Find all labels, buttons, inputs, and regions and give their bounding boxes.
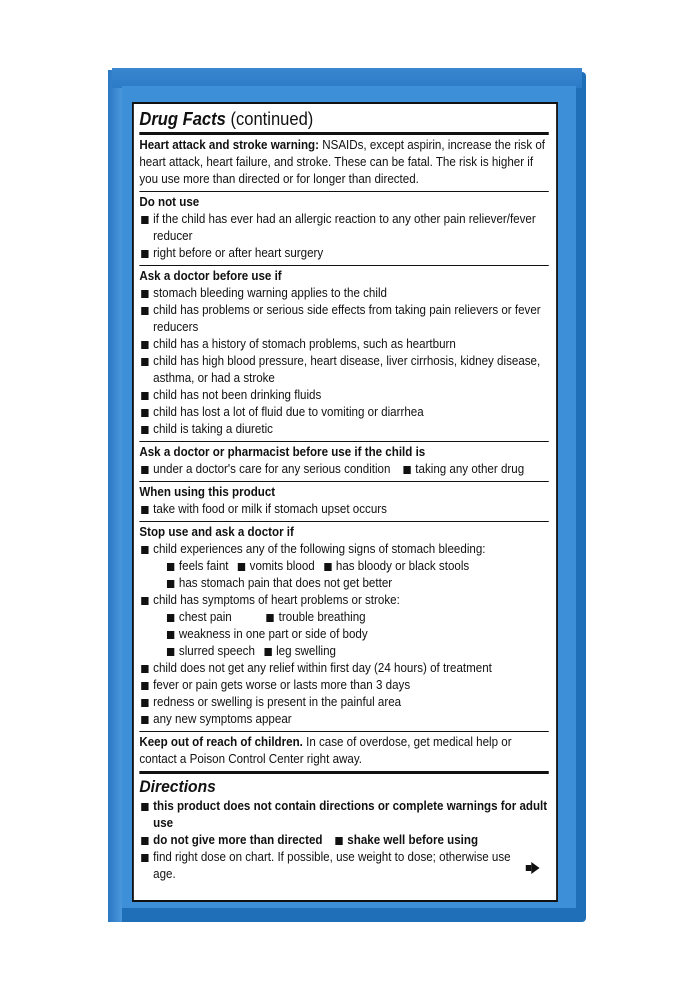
list-item: child experiences any of the following signs of stomach bleeding:: [139, 541, 548, 558]
list-item: stomach bleeding warning applies to the child: [139, 285, 548, 302]
directions-section: [139, 774, 548, 886]
sub-item: slurred speech: [167, 643, 255, 660]
ask-doctor-section: [139, 266, 548, 442]
list-item: if the child has ever had an allergic reaction to any other pain reliever/fever reducer: [139, 211, 548, 245]
list-item: do not give more than directed: [139, 832, 322, 849]
ask-doctor-heading: Ask a doctor before use if: [139, 269, 282, 283]
do-not-use-heading: Do not use: [139, 195, 200, 209]
list-item: any new symptoms appear: [139, 711, 548, 728]
sub-item: has bloody or black stools: [324, 558, 469, 575]
sub-item: has stomach pain that does not get better: [167, 575, 392, 592]
list-item: under a doctor's care for any serious condition: [139, 461, 390, 478]
when-using-heading: When using this product: [139, 485, 276, 499]
ask-pharmacist-heading: Ask a doctor or pharmacist before use if the child is: [139, 445, 426, 459]
heart-warning-section: [139, 135, 548, 192]
list-item: find right dose on chart. If possible, use weight to dose; otherwise use age.: [139, 849, 548, 883]
sub-item: leg swelling: [264, 643, 336, 660]
sub-item: chest pain: [167, 609, 232, 626]
list-item: this product does not contain directions or complete warnings for adult use: [139, 798, 548, 832]
do-not-use-section: [139, 192, 548, 266]
list-item: redness or swelling is present in the painful area: [139, 694, 548, 711]
heart-warning-text: NSAIDs, except aspirin, increase the risk of heart attack, heart failure, and stroke. These can be fatal. The risk is higher if you use more than directed or for longer than directed.: [139, 138, 546, 186]
list-item: child has problems or serious side effects from taking pain relievers or fever reducers: [139, 302, 548, 336]
sub-item: trouble breathing: [267, 609, 366, 626]
list-item: child has high blood pressure, heart disease, liver cirrhosis, kidney disease, asthma, or had a stroke: [139, 353, 548, 387]
keep-out-section: [139, 732, 548, 774]
list-item: shake well before using: [334, 832, 479, 849]
heart-warning-heading: Heart attack and stroke warning:: [139, 138, 320, 152]
list-item: fever or pain gets worse or lasts more than 3 days: [139, 677, 548, 694]
stop-use-section: [139, 522, 548, 732]
list-item: child has symptoms of heart problems or stroke:: [139, 592, 548, 609]
list-item: child has lost a lot of fluid due to vomiting or diarrhea: [139, 404, 548, 421]
package-side: [108, 70, 122, 922]
keep-out-heading: Keep out of reach of children.: [139, 735, 303, 749]
title-rest: (continued): [225, 109, 314, 129]
list-item: taking any other drug: [401, 461, 524, 478]
list-item: child is taking a diuretic: [139, 421, 548, 438]
keep-out-text: In case of overdose, get medical help or contact a Poison Control Center right away.: [139, 735, 512, 766]
title-bold: Drug Facts: [139, 109, 226, 129]
drug-facts-title: [139, 108, 548, 135]
sub-item: weakness in one part or side of body: [167, 626, 368, 643]
sub-item: feels faint: [167, 558, 229, 575]
list-item: right before or after heart surgery: [139, 245, 548, 262]
package-top: [112, 68, 582, 88]
when-using-section: [139, 482, 548, 522]
list-item: child does not get any relief within first day (24 hours) of treatment: [139, 660, 548, 677]
stop-use-heading: Stop use and ask a doctor if: [139, 525, 294, 539]
list-item: child has not been drinking fluids: [139, 387, 548, 404]
continue-arrow-icon: [531, 862, 539, 874]
sub-item: vomits blood: [238, 558, 315, 575]
ask-pharmacist-section: [139, 442, 548, 482]
list-item: child has a history of stomach problems, such as heartburn: [139, 336, 548, 353]
directions-heading: Directions: [139, 777, 216, 796]
list-item: take with food or milk if stomach upset occurs: [139, 501, 548, 518]
drug-facts-label: [132, 102, 558, 902]
